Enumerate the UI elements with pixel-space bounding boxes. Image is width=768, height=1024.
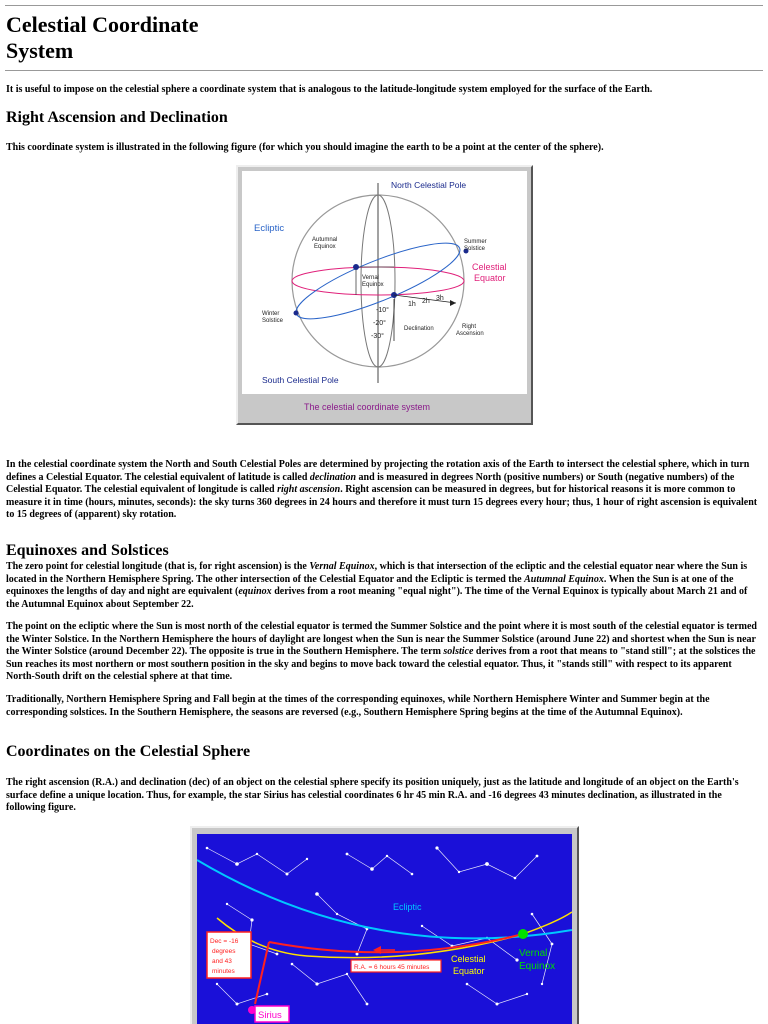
intro-paragraph: It is useful to impose on the celestial sphere a coordinate system that is analogous to the latitude-longitude system employed for the surface of the Earth. [6, 84, 653, 95]
dec-20-label: -20° [373, 320, 386, 327]
vernal-label-1: Vernal [362, 275, 380, 281]
vernal-label-2: Equinox [362, 282, 384, 288]
south-pole-label: South Celestial Pole [262, 375, 339, 385]
figure-canvas [242, 171, 527, 421]
dec-label-2: degrees [212, 948, 236, 955]
ecliptic-label: Ecliptic [393, 902, 422, 912]
coordinates-paragraph: The right ascension (R.A.) and declination (dec) of an object on the celestial sphere specify its position uniquely, just as the latitude and longitude of an object on the Earth's surface define a unique location. Thus, for example, the star Sirius has celestial coordinates 6 hr 45 min R.A. and -16 degrees 43 minutes declination, as illustrated in the following figure. [6, 777, 739, 814]
heading-coordinates: Coordinates on the Celestial Sphere [6, 743, 251, 760]
summer-label-1: Summer [464, 239, 487, 245]
seasons-paragraph: Traditionally, Northern Hemisphere Spring and Fall begin at the times of the corresponding equinoxes, while Northern Hemisphere Winter and Summer begin at the corresponding solstices. In the Southern Hemisphere, the seasons are reversed (e.g., Southern Hemisphere Spring begins at the time of the Autumnal Equinox). [6, 694, 710, 718]
hour-2-label: 2h [422, 298, 430, 305]
page-title-line2: System [6, 38, 74, 63]
constellation-lines [207, 848, 552, 1004]
dec-label-4: minutes [212, 968, 235, 975]
celestial-equator-label-1: Celestial [451, 954, 486, 964]
star-chart-canvas [197, 834, 572, 1024]
stars [206, 846, 554, 1005]
autumnal-label-2: Equinox [314, 244, 336, 250]
hour-3-label: 3h [436, 295, 444, 302]
winter-label-2: Solstice [262, 318, 284, 324]
dec-label-3: and 43 [212, 958, 232, 965]
ecliptic-line [197, 860, 572, 938]
ra-dec-intro: This coordinate system is illustrated in the following figure (for which you should imagine the earth to be a point at the center of the sphere). [6, 142, 604, 153]
figure-caption: The celestial coordinate system [304, 402, 431, 412]
ecliptic-label: Ecliptic [254, 223, 285, 234]
vernal-label-2: Equinox [519, 961, 556, 972]
celestial-equator-label-1: Celestial [472, 262, 507, 272]
dec-30-label: -30° [371, 333, 384, 340]
hour-1-label: 1h [408, 301, 416, 308]
heading-equinoxes: Equinoxes and Solstices [6, 542, 169, 559]
title-rule [5, 70, 763, 72]
celestial-sphere-diagram [242, 171, 527, 421]
star-chart [197, 834, 572, 1024]
right-ascension-label-2: Ascension [456, 331, 484, 337]
solstice-paragraph: The point on the ecliptic where the Sun is most north of the celestial equator is termed the Summer Solstice and the point where it is most south of the celestial equator is termed the Winter Solstice. In the Northern Hemisphere the hours of daylight are longest when the Sun is near the Summer Solstice (around June 22) and shortest when the Sun is near the Winter Solstice (around December 22). The opposite is true in the Southern Hemisphere. The term solstice derives from a root that means to "stand still"; at the solstices the Sun reaches its most northern or most southern position in the sky and begins to move back toward the celestial equator. Thus, it "stands still" with respect to its apparent North-South drift on the celestial sphere at that time. [6, 621, 757, 683]
celestial-equator-label-2: Equator [453, 966, 485, 976]
winter-solstice-point [294, 311, 299, 316]
dec-10-label: -10° [376, 307, 389, 314]
sirius-label: Sirius [258, 1010, 282, 1021]
heading-ra-dec: Right Ascension and Declination [6, 109, 228, 126]
summer-label-2: Solstice [464, 246, 486, 252]
autumnal-equinox-point [353, 264, 359, 270]
equinox-paragraph: The zero point for celestial longitude (that is, for right ascension) is the Vernal Equinox, which is that intersection of the ecliptic and the celestial equator near where the Sun is located in the Northern Hemisphere Spring. The other intersection of the Celestial Equator and the Ecliptic is termed the Autumnal Equinox. When the Sun is at one of the equinoxes the lengths of day and night are equivalent (equinox derives from a root meaning "equal night"). The time of the Vernal Equinox is typically about March 21 and of the Autumnal Equinox about September 22. [6, 561, 748, 610]
dec-label-1: Dec = -16 [210, 938, 239, 945]
winter-label-1: Winter [262, 311, 280, 317]
celestial-system-paragraph: In the celestial coordinate system the North and South Celestial Poles are determined by projecting the rotation axis of the Earth to intersect the celestial sphere, which in turn defines a Celestial Equator. The celestial equivalent of latitude is called declination and is measured in degrees North (positive numbers) or South (negative numbers) of the Celestial Equator. The celestial equivalent of longitude is called right ascension. Right ascension can be measured in degrees, but for historical reasons it is more common to measure it in time (hours, minutes, seconds): the sky turns 360 degrees in 24 hours and therefore it must turn 15 degrees every hour; thus, 1 hour of right ascension is equivalent to 15 degrees of (apparent) sky rotation. [6, 459, 758, 521]
top-rule [5, 5, 763, 7]
celestial-coordinate-figure [236, 165, 533, 425]
autumnal-label-1: Autumnal [312, 237, 338, 243]
celestial-equator-label-2: Equator [474, 273, 506, 283]
page-title [6, 12, 306, 64]
right-ascension-label-1: Right [462, 324, 477, 330]
declination-label: Declination [404, 326, 434, 332]
ra-label: R.A. = 6 hours 45 minutes [354, 964, 430, 971]
vernal-label-1: Vernal [519, 948, 548, 959]
celestial-equator-line [269, 934, 523, 952]
vernal-equinox-marker [518, 929, 528, 939]
sirius-coordinates-figure [190, 826, 579, 1024]
north-pole-label: North Celestial Pole [391, 180, 467, 190]
page-title-line1: Celestial Coordinate [6, 12, 199, 37]
